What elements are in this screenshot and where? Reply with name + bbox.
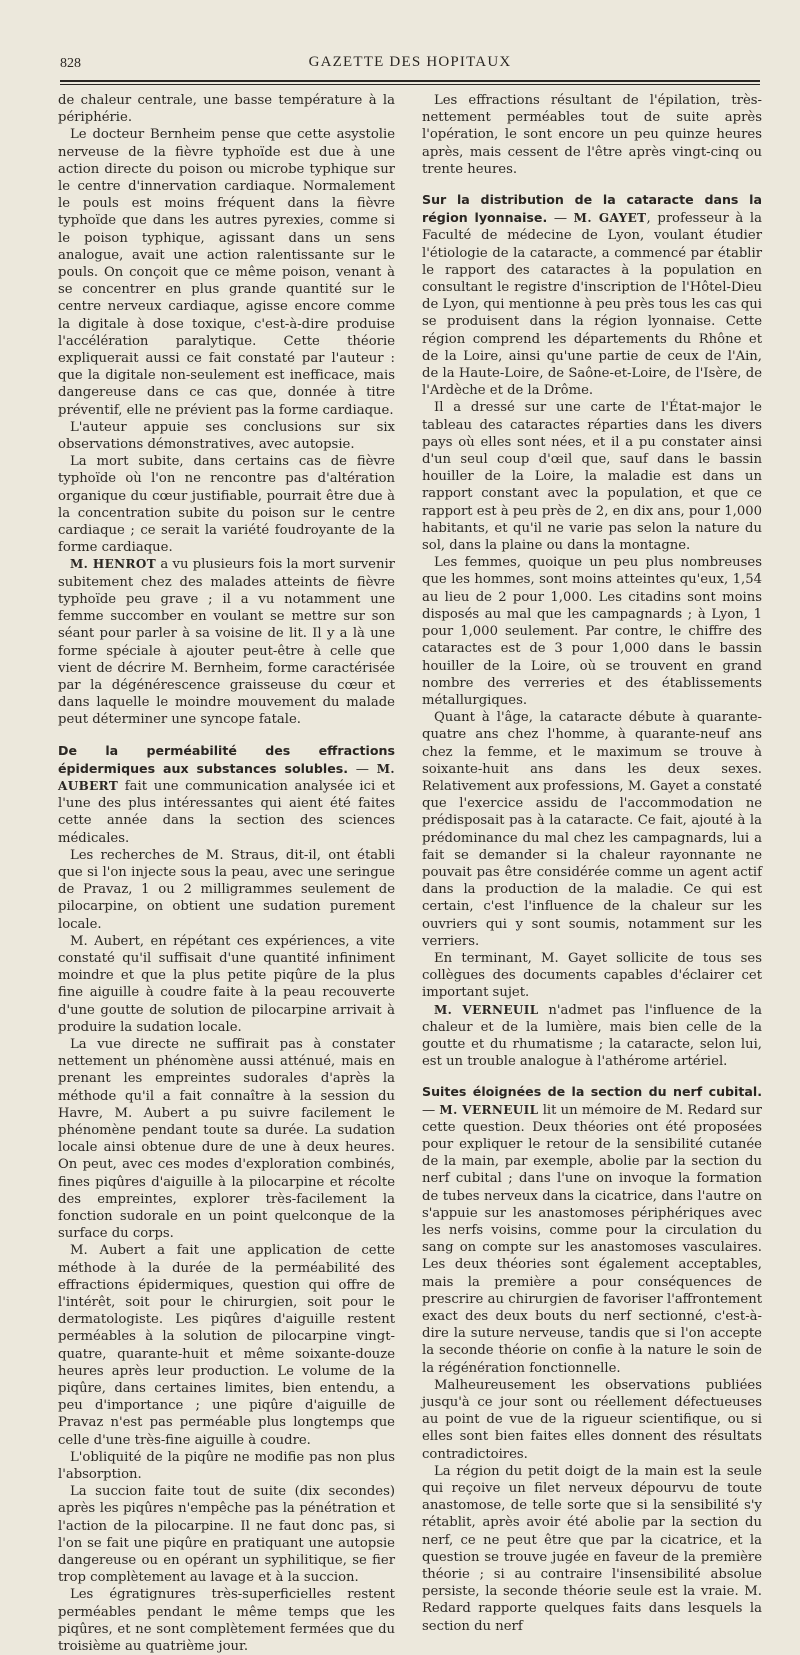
dash: —	[348, 761, 377, 777]
paragraph: La vue directe ne suffirait pas à constater nettement un phénomène aussi atténué, mais en prenant les empreintes sudorales d'après la méthode qu'il a fait connaître à la session du Havre, M. Aubert a pu suivre facilement le phénomène pendant toute sa durée. La sudation locale ainsi obtenue dure de une à deux heures. On peut, avec ces modes d'exploration combinés, fines piqûres d'aiguille à la pilocarpine et récolte des empreintes, explorer très-facilement la fonction sudorale en un point quelconque de la surface du corps.	[58, 1036, 395, 1242]
header-rule-thick	[60, 80, 760, 82]
paragraph: M. Aubert, en répétant ces expériences, a vite constaté qu'il suffisait d'une quantité infiniment moindre et que la plus petite piqûre de la plus fine aiguille à coudre faite à la peau recouverte d'une goutte de solution de pilocarpine arrivait à produire la sudation locale.	[58, 933, 395, 1035]
left-column	[58, 92, 395, 1655]
paragraph	[422, 1002, 762, 1071]
right-column	[422, 92, 762, 1635]
paragraph: Les effractions résultant de l'épilation, très-nettement perméables tout de suite après l'opération, le sont encore un peu quinze heures après, mais cessent de l'être après vingt-cinq ou trente heures.	[422, 93, 762, 177]
section-heading: Suites éloignées de la section du nerf cubital.	[422, 1084, 762, 1100]
paragraph: Le docteur Bernheim pense que cette asystolie nerveuse de la fièvre typhoïde est due à une action directe du poison ou microbe typhique sur le centre d'innervation cardiaque. Normalement le pouls est moins fréquent dans la fièvre typhoïde que dans les autres pyrexies, comme si le poison typhique, agissant dans un sens analogue, avait une action ralentissante sur le pouls. On conçoit que ce même poison, venant à se concentrer en plus grande quantité sur le centre nerveux cardiaque, agisse encore comme la digitale à dose toxique, c'est-à-dire produise l'accélération paralytique. Cette théorie expliquerait aussi ce fait constaté par l'auteur : que la digitale non-seulement est inefficace, mais dangereuse dans ce cas que, donnée à titre préventif, elle ne prévient pas la forme cardiaque.	[58, 127, 395, 418]
paragraph	[58, 556, 395, 728]
paragraph: Malheureusement les observations publiées jusqu'à ce jour sont ou réellement défectueuses au point de vue de la rigueur scientifique, ou si elles sont bien faites elles donnent des résultats contradictoires.	[422, 1377, 762, 1462]
speaker-name: M. AUBERT	[58, 761, 395, 793]
paragraph: Quant à l'âge, la cataracte débute à quarante-quatre ans chez l'homme, à quarante-neuf ans chez la femme, et le maximum se trouve à soixante-huit ans dans les deux sexes. Relativement aux professions, M. Gayet a constaté que l'exercice assidu de l'accommodation ne prédisposait pas à la cataracte. Ce fait, ajouté à la prédominance du mal chez les campagnards, lui a fait se demander si la chaleur rayonnante ne pouvait pas être considérée comme un agent actif dans la production de la maladie. Ce qui est certain, c'est l'influence de la chaleur sur les ouvriers qui y sont soumis, notamment sur les verriers.	[422, 710, 762, 949]
speaker-name: M. VERNEUIL	[439, 1102, 539, 1117]
paragraph: Les recherches de M. Straus, dit-il, ont établi que si l'on injecte sous la peau, avec une seringue de Pravaz, 1 ou 2 milligrammes seulement de pilocarpine, on obtient une sudation purement locale.	[58, 847, 395, 932]
paragraph: La mort subite, dans certains cas de fièvre typhoïde où l'on ne rencontre pas d'altération organique du cœur justifiable, pourrait être due à la concentration subite du poison sur le centre cardiaque ; ce serait la variété foudroyante de la forme cardiaque.	[58, 454, 395, 556]
section-heading: Sur la distribution de la cataracte dans la région lyonnaise.	[422, 192, 762, 226]
journal-title: GAZETTE DES HOPITAUX	[308, 54, 512, 70]
dash: —	[422, 1102, 440, 1118]
dash: —	[547, 211, 574, 227]
paragraph: L'auteur appuie ses conclusions sur six observations démonstratives, avec autopsie.	[58, 419, 395, 453]
paragraph-text: n'admet pas l'influence de la chaleur et de la lumière, mais bien celle de la goutte et du rhumatisme ; la cataracte, selon lui, est un trouble analogue à l'athérome artériel.	[422, 1002, 762, 1070]
paragraph-text: lit un mémoire de M. Redard sur cette question. Deux théories ont été proposées pour expliquer le retour de la sensibilité cutanée de la main, par exemple, abolie par la section du nerf cubital ; dans l'une on invoque la formation de tubes nerveux dans la cicatrice, dans l'autre on s'appuie sur les anastomoses périphériques avec les nerfs voisins, comme pour la circulation du sang on compte sur les anastomoses vasculaires. Les deux théories sont également acceptables, mais la première a pour conséquences de prescrire au chirurgien de favoriser l'affrontement exact des deux bouts du nerf sectionné, c'est-à-dire la suture nerveuse, tandis que si l'on accepte la seconde théorie on confie à la nature le soin de la régénération fonctionnelle.	[422, 1102, 762, 1376]
page-header	[60, 52, 760, 76]
paragraph: Il a dressé sur une carte de l'État-major le tableau des cataractes réparties dans les divers pays où elles sont nées, et il a pu constater ainsi d'un seul coup d'œil que, sauf dans le bassin houiller de la Loire, la maladie est dans un rapport constant avec la population, et que ce rapport est à peu près de 2, en dix ans, pour 1,000 habitants, et qu'il ne varie pas selon la nature du sol, dans la plaine ou dans la montagne.	[422, 400, 762, 554]
header-rule-thin	[60, 84, 760, 85]
speaker-name: M. HENROT	[70, 557, 157, 572]
paragraph: de chaleur centrale, une basse température à la périphérie.	[58, 93, 395, 126]
page-number: 828	[60, 56, 81, 71]
paragraph: La succion faite tout de suite (dix secondes) après les piqûres n'empêche pas la pénétration et l'action de la pilocarpine. Il ne faut donc pas, si l'on se fait une piqûre en pratiquant une autopsie dangereuse ou en opérant un syphilitique, se fier trop complètement au lavage et à la succion.	[58, 1484, 395, 1586]
paragraph: En terminant, M. Gayet sollicite de tous ses collègues des documents capables d'éclairer cet important sujet.	[422, 950, 762, 1001]
paragraph: L'obliquité de la piqûre ne modifie pas non plus l'absorption.	[58, 1449, 395, 1483]
paragraph: Les femmes, quoique un peu plus nombreuses que les hommes, sont moins atteintes qu'eux, 1,54 au lieu de 2 pour 1,000. Les citadins sont moins disposés au mal que les campagnards ; à Lyon, 1 pour 1,000 seulement. Par contre, le chiffre des cataractes est de 3 pour 1,000 dans le bassin houiller de la Loire, où se trouvent en grand nombre des verreries et des établissements métallurgiques.	[422, 555, 762, 708]
section-heading: De la perméabilité des effractions épidermiques aux substances solubles.	[58, 742, 395, 776]
paragraph: La région du petit doigt de la main est la seule qui reçoive un filet nerveux dépourvu de toute anastomose, de telle sorte que si la sensibilité s'y rétablit, après avoir été abolie par la section du nerf, ce ne peut être que par la cicatrice, et la question se trouve jugée en faveur de la première théorie ; si au contraire l'insensibilité absolue persiste, la seconde théorie seule est la vraie. M. Redard rapporte quelques faits dans lesquels la section du nerf	[422, 1463, 762, 1634]
paragraph: M. Aubert a fait une application de cette méthode à la durée de la perméabilité des effractions épidermiques, question qui offre de l'intérêt, soit pour le chirurgien, soit pour le dermatologiste. Les piqûres d'aiguille restent perméables à la solution de pilocarpine vingt-quatre, quarante-huit et même soixante-douze heures après leur production. Le volume de la piqûre, dans certaines limites, bien entendu, a peu d'importance ; une piqûre d'aiguille de Pravaz n'est pas perméable plus longtemps que celle d'une très-fine aiguille à coudre.	[58, 1243, 395, 1448]
speaker-name: M. VERNEUIL	[434, 1002, 539, 1017]
paragraph-text: fait une communication analysée ici et l'une des plus intéressantes qui aient été faites cette année dans la section des sciences médicales.	[58, 778, 395, 846]
speaker-name: M. GAYET	[573, 211, 647, 226]
paragraph: Les égratignures très-superficielles restent perméables pendant le même temps que les piqûres, et ne sont complètement fermées que du troisième au quatrième jour.	[58, 1587, 395, 1655]
paragraph-text: , professeur à la Faculté de médecine de Lyon, voulant étudier l'étiologie de la cataracte, a commencé par établir le rapport des cataractes à la population en consultant le registre d'inscription de l'Hôtel-Dieu de Lyon, qui mentionne à peu près tous les cas qui se produisent dans la région lyonnaise. Cette région comprend les départements du Rhône et de la Loire, ainsi qu'une partie de ceux de l'Ain, de la Haute-Loire, de Saône-et-Loire, de l'Isère, de l'Ardèche et de la Drôme.	[422, 211, 762, 399]
paragraph-text: a vu plusieurs fois la mort survenir subitement chez des malades atteints de fièvre typhoïde peu grave ; il a vu notamment une femme succomber en voulant se mettre sur son séant pour parler à sa voisine de lit. Il y a là une forme spéciale à ajouter peut-être à celle que vient de décrire M. Bernheim, forme caractérisée par la dégénérescence graisseuse du cœur et dans laquelle le moindre mouvement du malade peut déterminer une syncope fatale.	[58, 557, 395, 728]
